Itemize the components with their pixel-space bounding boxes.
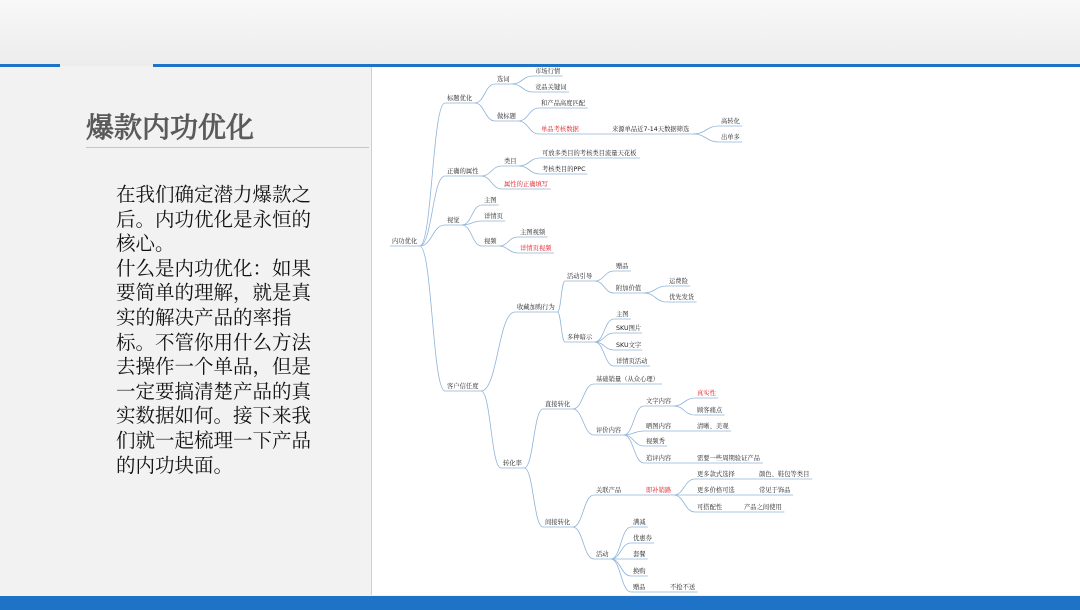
mindmap-node-n1b2a: 来源单品近7-14天数据筛选 — [612, 126, 690, 133]
mindmap-connector-n1a — [475, 84, 495, 103]
mindmap-node-n1b2: 单品考核数据 — [541, 126, 579, 133]
mindmap-connector-n4b1a — [573, 384, 594, 409]
mindmap-node-n4a1b1: 运费险 — [669, 278, 688, 285]
mindmap-node-n1a: 选词 — [497, 76, 510, 83]
mindmap-node-n1a2: 竞品关键词 — [535, 84, 567, 91]
mindmap-connector-n4b1b1 — [624, 406, 644, 435]
mindmap-connector-n1a2 — [512, 84, 533, 92]
mindmap-node-n4b2b5: 赠品 — [633, 584, 646, 591]
mindmap-connector-n4a — [481, 312, 515, 391]
mindmap-diagram — [372, 67, 1080, 595]
mindmap-node-n3: 视觉 — [447, 217, 460, 224]
mindmap-node-n4a1b2: 优先发货 — [669, 294, 695, 301]
mindmap-connector-n4a1b — [595, 281, 614, 293]
mindmap-connector-n2a2 — [519, 166, 540, 174]
mindmap-node-n2a: 类目 — [504, 158, 517, 165]
mindmap-connector-n2a1 — [519, 158, 540, 166]
mindmap-node-n3c: 视频 — [484, 238, 497, 245]
mindmap-connector-n4b2b — [573, 527, 594, 559]
mindmap-node-n4a2b: SKU图片 — [616, 325, 642, 332]
mindmap-node-n4: 客户信任度 — [447, 383, 479, 390]
mindmap-node-n4b1: 直接转化 — [545, 401, 571, 408]
mindmap-connector-n4a2 — [557, 312, 565, 342]
mindmap-node-n4b2: 间接转化 — [545, 519, 571, 526]
mindmap-node-n4b2b1: 满减 — [633, 519, 646, 526]
mindmap-node-n4a1b: 附加价值 — [616, 285, 642, 292]
mindmap-connector-n4b2b2 — [611, 543, 631, 559]
mindmap-connector-n2a — [481, 166, 502, 176]
mindmap-connector-n4a1 — [557, 281, 565, 312]
mindmap-connector-n4a1b1 — [644, 286, 667, 293]
mindmap-connector-n3 — [420, 225, 445, 246]
mindmap-node-n4b2a1a: 更多款式选择 — [697, 471, 735, 478]
mindmap-connector-n1b1 — [518, 108, 539, 121]
mindmap-connector-n1 — [420, 103, 445, 246]
mindmap-connector-n1b2a1 — [693, 126, 719, 134]
mindmap-node-n2: 正确的属性 — [447, 168, 479, 175]
mindmap-node-n4b2a1a1: 颜色、鞋包等类目 — [759, 471, 810, 478]
mindmap-node-n4b1b2a: 清晰、美观 — [697, 423, 729, 430]
mindmap-node-n4a1: 活动引导 — [567, 273, 593, 280]
mindmap-connector-n4b2a1a — [674, 479, 695, 495]
mindmap-node-n3b: 详情页 — [484, 213, 503, 220]
mindmap-node-n3c1: 主图视频 — [520, 229, 546, 236]
mindmap-node-n4a2a: 主图 — [616, 311, 629, 318]
mindmap-node-n4b1b4a: 需要一些周期验证产品 — [697, 455, 760, 462]
slide-bottom-band — [0, 596, 1080, 610]
mindmap-connector-n3c2 — [499, 246, 518, 253]
mindmap-connector-n4b1b3 — [624, 435, 644, 446]
slide-title: 爆款内功优化 — [86, 111, 255, 144]
mindmap-node-n1a1: 市场行情 — [535, 68, 561, 75]
mindmap-connector-n4b2a1c — [674, 495, 695, 512]
mindmap-node-n1: 标题优化 — [447, 95, 473, 102]
mindmap-node-n4a: 收藏加购行为 — [517, 304, 555, 311]
mindmap-node-n2a1: 可放多类目的考核类目流量天花板 — [542, 150, 637, 157]
mindmap-node-n4b2a1: 即补销路 — [646, 487, 672, 494]
slide-body-text: 在我们确定潜力爆款之后。内功优化是永恒的核心。 什么是内功优化：如果要简单的理解，就是真实的解决产品的率指标。不管你用什么方法去操作一个单品，但是一定要搞清楚产品的真实数据如何。接下来我们就一起梳理一下产品的内功块面。 — [116, 183, 312, 477]
mindmap-node-n3a: 主图 — [484, 197, 497, 204]
mindmap-node-n4b2a1c1: 产品之间使用 — [744, 504, 782, 511]
mindmap-connector-n4b1 — [524, 409, 543, 468]
mindmap-node-n4b2b4: 换购 — [633, 568, 646, 575]
mindmap-node-n4b2a: 关联产品 — [596, 487, 622, 494]
mindmap-node-n4b1b4: 追评内容 — [646, 455, 672, 462]
mindmap-node-n4b1a: 基础销量（从众心理） — [596, 376, 659, 383]
mindmap-connector-n1b2a2 — [693, 134, 719, 142]
mindmap-node-n4b2b3: 套餐 — [633, 551, 646, 558]
mindmap-node-n4a1a: 赠品 — [616, 263, 629, 270]
mindmap-node-n4b1b: 评价内容 — [596, 427, 622, 434]
mindmap-node-n1b2a1: 高转化 — [721, 118, 740, 125]
mindmap-connector-n4a1a — [595, 271, 614, 281]
mindmap-node-n3c2: 详情页视频 — [520, 245, 552, 252]
mindmap-connector-n1a1 — [512, 76, 533, 84]
title-divider — [86, 147, 369, 148]
mindmap-connector-n4 — [420, 246, 445, 391]
mindmap-connector-n2b — [481, 176, 502, 189]
mindmap-connector-n4b — [481, 391, 501, 468]
mindmap-node-n4b2b5a: 不抢不送 — [670, 584, 696, 591]
mindmap-connector-n3c — [462, 225, 482, 246]
mindmap-node-n4a2c: SKU文字 — [616, 342, 642, 349]
mindmap-connector-n4b1b — [573, 409, 594, 435]
mindmap-node-n4b2a1b: 更多价格可选 — [697, 487, 735, 494]
accent-line-left — [0, 64, 60, 67]
mindmap-connector-n4a2b — [595, 333, 614, 342]
mindmap-connector-n4a2a — [595, 319, 614, 342]
mindmap-node-root: 内功优化 — [392, 238, 418, 245]
mindmap-connector-n4b1b4 — [624, 435, 644, 463]
mindmap-node-n4b1b1b: 顾客痛点 — [697, 407, 723, 414]
mindmap-node-n4b2a1c: 可搭配性 — [697, 504, 723, 511]
mindmap-node-n1b: 做标题 — [497, 113, 516, 120]
mindmap-panel — [371, 67, 1080, 595]
mindmap-connector-n3a — [462, 205, 482, 225]
mindmap-connector-n4b1b1a — [674, 398, 695, 406]
mindmap-node-n4b2b2: 优惠券 — [633, 535, 652, 542]
mindmap-node-n4b2b: 活动 — [596, 551, 609, 558]
mindmap-connector-n4b2a — [573, 495, 594, 527]
mindmap-node-n4b1b1a: 真实性 — [697, 390, 716, 397]
mindmap-connector-n4b2 — [524, 468, 543, 527]
mindmap-connector-n4b2b1 — [611, 527, 631, 559]
mindmap-connector-n4b1b1b — [674, 406, 695, 415]
mindmap-node-n4b2a1b1: 常见于饰品 — [759, 487, 791, 494]
mindmap-node-n1b1: 和产品高度匹配 — [541, 100, 586, 107]
slide-top-band — [0, 0, 1080, 66]
mindmap-node-n4a2d: 详情页活动 — [616, 358, 648, 365]
mindmap-connector-n4b2b4 — [611, 559, 631, 576]
mindmap-node-n4b1b3: 视频秀 — [646, 438, 665, 445]
mindmap-connector-n1b2 — [518, 121, 539, 134]
mindmap-node-n4b: 转化率 — [503, 460, 522, 467]
mindmap-node-n4b1b2: 晒图内容 — [646, 423, 672, 430]
mindmap-node-n2b: 属性的正确填写 — [504, 181, 549, 188]
mindmap-connector-n3c1 — [499, 237, 518, 246]
mindmap-connector-n4a1b2 — [644, 293, 667, 302]
mindmap-node-n2a2: 考核类目的PPC — [542, 166, 586, 173]
mindmap-node-n4b1b1: 文字内容 — [646, 398, 672, 405]
mindmap-node-n1b2a2: 出单多 — [721, 134, 740, 141]
mindmap-node-n4a2: 多种暗示 — [567, 334, 593, 341]
mindmap-connector-n1b — [475, 103, 495, 121]
